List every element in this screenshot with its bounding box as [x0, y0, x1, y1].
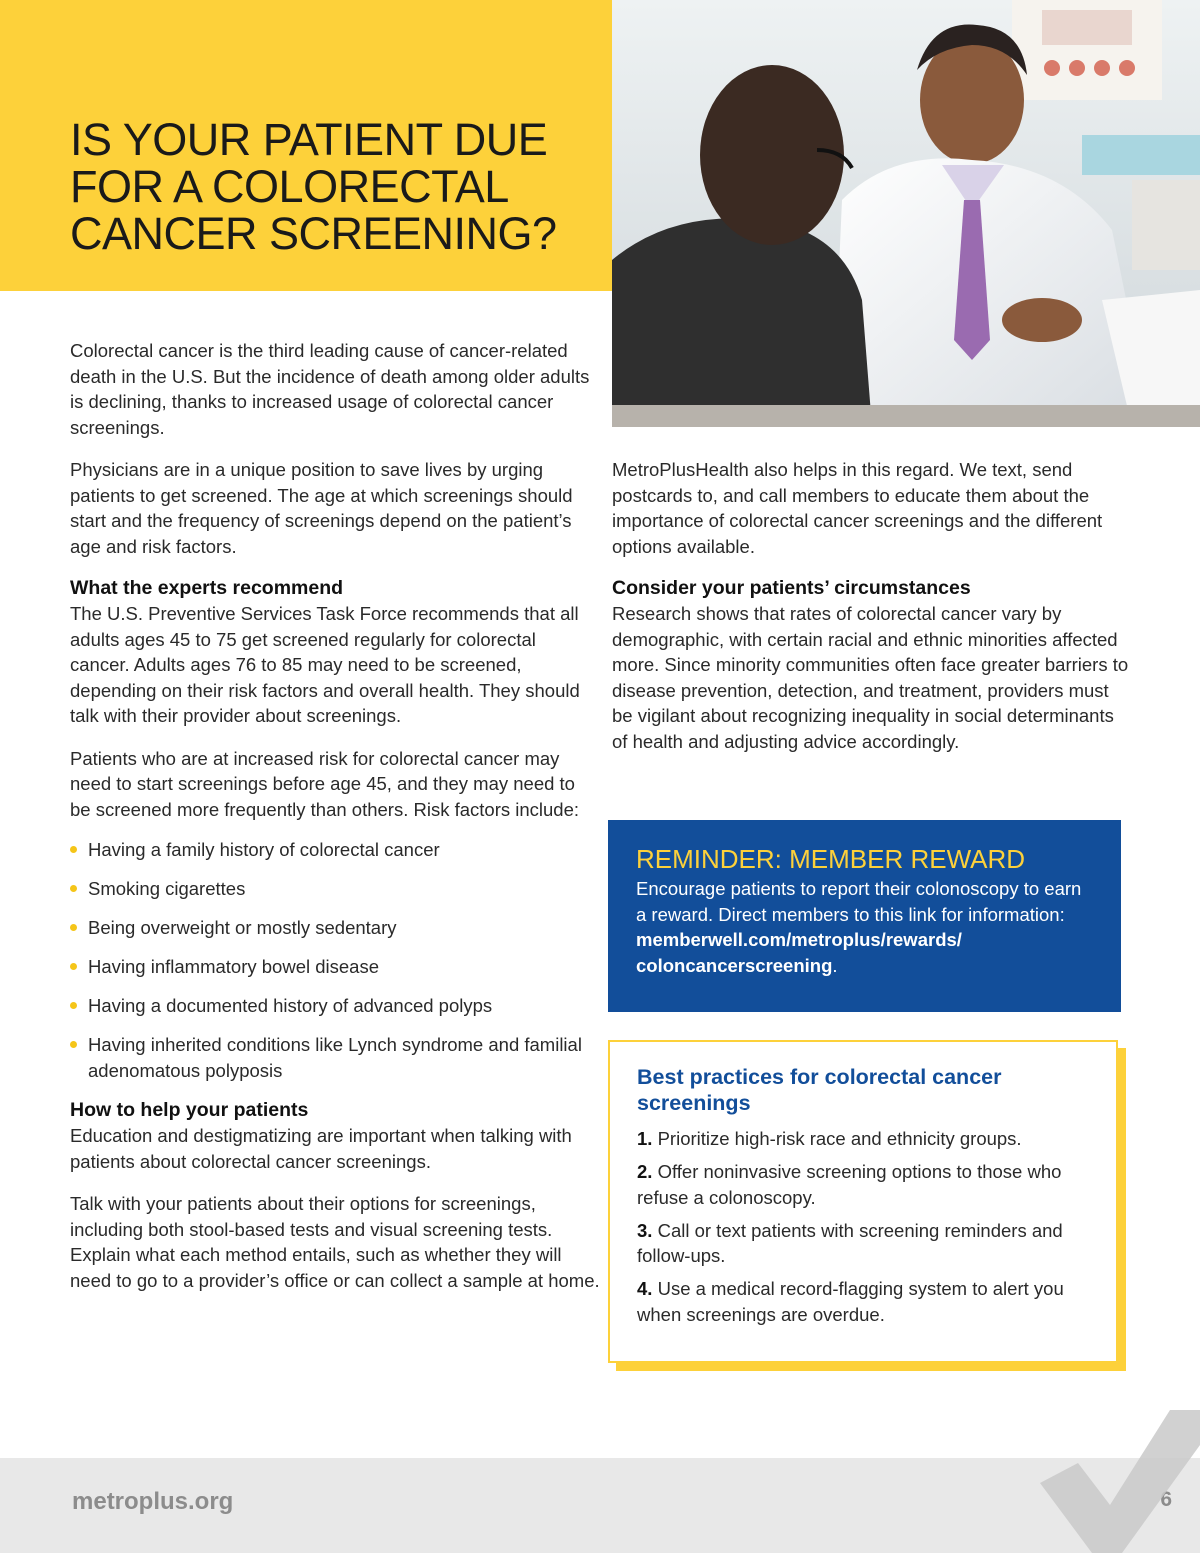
- item-text: Use a medical record-flagging system to alert you when screenings are overdue.: [637, 1278, 1064, 1325]
- item-text: Call or text patients with screening reminders and follow-ups.: [637, 1219, 1063, 1266]
- risk-factor-text: Being overweight or mostly sedentary: [88, 917, 397, 938]
- best-practices-box: [608, 1040, 1118, 1363]
- bullet-icon: [70, 963, 77, 970]
- risk-factor-text: Having inflammatory bowel disease: [88, 956, 379, 977]
- reward-body: Encourage patients to report their colonoscopy to earn a reward. Direct members to this link for information:: [636, 878, 1082, 925]
- best-practices-title: Best practices for colorectal cancer screenings: [637, 1065, 1002, 1115]
- item-text: Offer noninvasive screening options to those who refuse a colonoscopy.: [637, 1161, 1062, 1208]
- member-reward-callout: [608, 820, 1121, 1012]
- item-number: 2.: [637, 1161, 653, 1182]
- bullet-icon: [70, 1041, 77, 1048]
- reward-title: REMINDER: MEMBER REWARD: [636, 844, 1026, 874]
- item-number: 3.: [637, 1219, 653, 1241]
- section-heading-help: How to help your patients: [70, 1099, 309, 1121]
- title-line: CANCER SCREENING?: [70, 208, 557, 259]
- reward-text: [636, 876, 1093, 978]
- help-paragraph: Education and destigmatizing are important when talking with patients about colorectal cancer screenings.: [70, 1125, 572, 1172]
- circumstances-paragraph: Research shows that rates of colorectal cancer vary by demographic, with certain racial and ethnic minorities affected more. Since minority communities often face greater barriers to disease prevention, detection, and treatment, providers must be vigilant about recognizing inequality in social determinants of health and adjusting advice accordingly.: [612, 603, 1129, 752]
- page-title: [70, 116, 600, 257]
- best-practices-list: [637, 1126, 1090, 1327]
- list-item: [70, 837, 600, 863]
- intro-paragraph: Colorectal cancer is the third leading cause of cancer-related death in the U.S. But the incidence of death among older adults is declining, thanks to increased usage of colorectal cancer screenings.: [70, 340, 590, 438]
- section-heading-circumstances: Consider your patients’ circumstances: [612, 577, 971, 599]
- list-item: [70, 876, 600, 902]
- list-item: [70, 954, 600, 980]
- title-line: FOR A COLORECTAL: [70, 161, 509, 212]
- risk-factors-list: [70, 837, 600, 1083]
- list-item: [70, 993, 600, 1019]
- bullet-icon: [70, 924, 77, 931]
- list-item: [637, 1126, 1090, 1152]
- list-item: [70, 915, 600, 941]
- bullet-icon: [70, 846, 77, 853]
- item-number: 4.: [637, 1278, 653, 1299]
- photo-illustration: [612, 0, 1200, 427]
- reward-trailing: .: [832, 954, 838, 976]
- left-column: [70, 338, 600, 1310]
- page-number: 6: [1160, 1488, 1172, 1511]
- doctor-patient-photo: [612, 0, 1200, 427]
- list-item: [637, 1159, 1090, 1210]
- experts-paragraph: Patients who are at increased risk for colorectal cancer may need to start screenings before age 45, and they may need to be screened more frequently than others. Risk factors include:: [70, 747, 580, 820]
- right-column: [612, 457, 1132, 771]
- title-line: IS YOUR PATIENT DUE: [70, 114, 548, 165]
- intro-paragraph: Physicians are in a unique position to save lives by urging patients to get screened. The age at which screenings should start and the frequency of screenings depend on the patient’s age and risk factors.: [70, 459, 573, 557]
- risk-factor-text: Having inherited conditions like Lynch syndrome and familial adenomatous polyposis: [88, 1034, 582, 1081]
- metroplus-paragraph: MetroPlusHealth also helps in this regard. We text, send postcards to, and call members to educate them about the importance of colorectal cancer screenings and the different options available.: [612, 459, 1103, 557]
- footer-url[interactable]: metroplus.org: [72, 1488, 234, 1515]
- section-heading-experts: What the experts recommend: [70, 577, 344, 599]
- checkmark-icon: [1030, 1405, 1200, 1553]
- item-text: Prioritize high-risk race and ethnicity groups.: [652, 1128, 1022, 1149]
- list-item: [637, 1276, 1090, 1327]
- item-number: 1.: [637, 1128, 653, 1149]
- risk-factor-text: Having a family history of colorectal cancer: [88, 839, 440, 860]
- list-item: [70, 1032, 600, 1083]
- help-paragraph: Talk with your patients about their options for screenings, including both stool-based tests and visual screening tests. Explain what each method entails, such as whether they will need to go to a provider’s office or can collect a sample at home.: [70, 1193, 600, 1291]
- risk-factor-text: Having a documented history of advanced polyps: [88, 995, 493, 1016]
- bullet-icon: [70, 1002, 77, 1009]
- footer: [0, 1458, 1200, 1553]
- reward-link[interactable]: memberwell.com/metroplus/rewards/ coloncancerscreening: [636, 929, 962, 976]
- bullet-icon: [70, 885, 77, 892]
- list-item: [637, 1218, 1090, 1269]
- risk-factor-text: Smoking cigarettes: [88, 878, 246, 899]
- experts-paragraph: The U.S. Preventive Services Task Force recommends that all adults ages 45 to 75 get screened regularly for colorectal cancer. Adults ages 76 to 85 may need to be screened, depending on their risk factors and overall health. They should talk with their provider about screenings.: [70, 603, 580, 726]
